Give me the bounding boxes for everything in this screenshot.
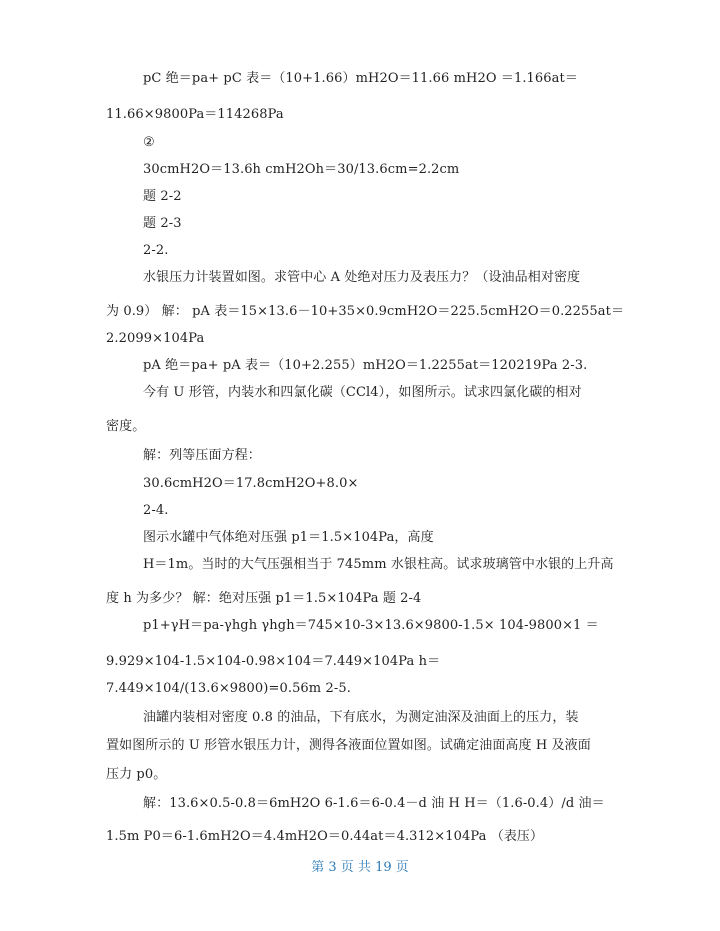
text-line: 7.449×104/(13.6×9800)=0.56m 2-5. [106,681,351,696]
text-line: 密度。 [106,419,146,434]
footer-prefix: 第 [311,860,325,875]
text-line: 置如图所示的 U 形管水银压力计，测得各液面位置如图。试确定油面高度 H 及液面 [106,738,591,753]
text-line: 解：列等压面方程： [143,448,261,463]
text-line: 30cmH2O＝13.6h cmH2Oh＝30/13.6cm=2.2cm [143,162,460,177]
text-line: 30.6cmH2O＝17.8cmH2O+8.0× [143,476,359,491]
footer-page-number: 3 [328,860,337,875]
text-line: pA 绝＝pa+ pA 表＝（10+2.255）mH2O＝1.2255at＝120219Pa 2-3. [143,358,588,373]
text-line: 图示水罐中气体绝对压强 p1＝1.5×104Pa，高度 [143,530,434,545]
text-line: ② [143,135,155,150]
footer-middle: 页 共 [340,860,371,875]
text-line: 今有 U 形管，内装水和四氯化碳（CCl4），如图所示。试求四氯化碳的相对 [143,385,582,400]
text-line: 为 0.9） 解： pA 表＝15×13.6－10+35×0.9cmH2O＝225.5cmH2O＝0.2255at＝ [106,304,625,319]
text-line: pC 绝＝pa+ pC 表＝（10+1.66）mH2O＝11.66 mH2O ＝1.166at＝ [143,71,578,86]
text-line: 题 2-3 [143,216,182,231]
text-line: 油罐内装相对密度 0.8 的油品，下有底水，为测定油深及油面上的压力，装 [143,710,579,725]
text-line: 压力 p0。 [106,767,167,782]
text-line: 水银压力计装置如图。求管中心 A 处绝对压力及表压力？（设油品相对密度 [143,270,581,285]
text-line: 题 2-2 [143,189,182,204]
text-line: 解：13.6×0.5-0.8＝6mH2O 6-1.6＝6-0.4－d 油 H H＝（1.6-0.4）/d 油＝ [143,796,605,811]
text-line: 11.66×9800Pa＝114268Pa [106,107,284,122]
footer-total-pages: 19 [375,860,392,875]
text-line: 9.929×104-1.5×104-0.98×104＝7.449×104Pa h＝ [106,654,441,669]
text-line: H＝1m。当时的大气压强相当于 745mm 水银柱高。试求玻璃管中水银的上升高 [143,557,614,572]
footer-suffix: 页 [395,860,409,875]
text-line: p1+γH＝pa-γhgh γhgh＝745×10-3×13.6×9800-1.5× 104-9800×1 ＝ [143,618,599,633]
text-line: 2-4. [143,503,169,518]
page-footer [0,856,720,875]
text-line: 2.2099×104Pa [106,331,205,346]
text-line: 度 h 为多少？ 解：绝对压强 p1＝1.5×104Pa 题 2-4 [106,591,422,606]
text-line: 1.5m P0＝6-1.6mH2O＝4.4mH2O＝0.44at＝4.312×104Pa （表压） [106,829,544,844]
text-line: 2-2. [143,243,169,258]
